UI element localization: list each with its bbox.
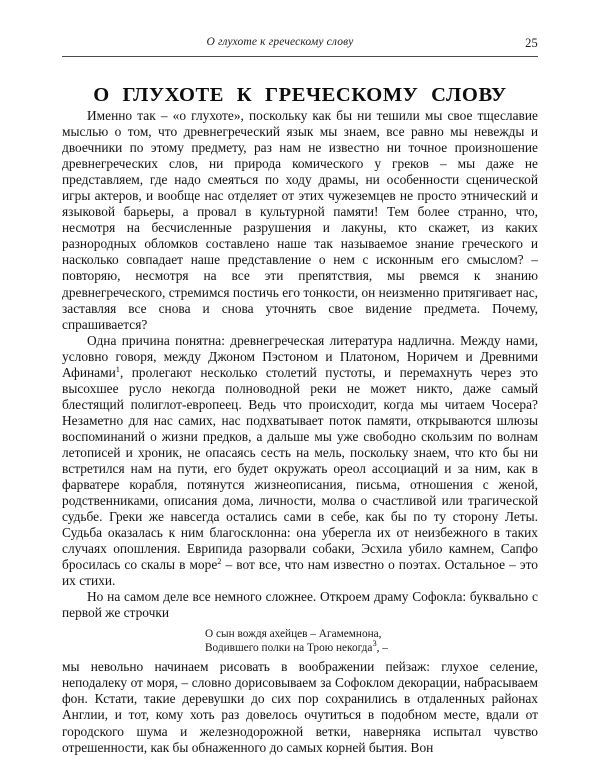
paragraph-2 xyxy=(62,333,538,590)
paragraph-3-text: Но на самом деле все немного сложнее. Откроем драму Софокла: буквально с первой же строчки xyxy=(62,589,538,621)
running-head-title: О глухоте к греческому слову xyxy=(206,36,354,48)
body-text xyxy=(62,108,538,756)
page-title: О ГЛУХОТЕ К ГРЕЧЕСКОМУ СЛОВУ xyxy=(93,83,507,106)
verse-line-2-text: Водившего полки на Трою некогда xyxy=(205,641,373,654)
paragraph-2-text-part-3: – вот все, что нам известно о поэтах. Остальное – это их стихи. xyxy=(62,557,538,589)
paragraph-3 xyxy=(62,589,538,621)
running-head xyxy=(62,36,538,56)
paragraph-1-text: Именно так – «о глухоте», поскольку как бы ни тешили мы свое тщеславие мыслью о том, что древнегреческий язык мы знаем, все равно мы невежды и двоечники по этому предмету, раз нам не известно ни точное произношение древнегреческих слов, ни природа комического у греков – мы даже не представляем, где надо смеяться по ходу драмы, ни особенности сценической игры актеров, и вообще нас отделяет от этих чужеземцев не просто этнический и языковой барьеры, а провал в культурной памяти! Тем более странно, что, несмотря на бесчисленные разрушения и лакуны, кто скажет, из каких разнородных обломков составлено наше так называемое знание греческого и насколько совпадает наше представление о нем с исконным его смыслом? – повторяю, несмотря на все эти препятствия, мы рвемся к знанию древнегреческого, стремимся постичь его тонкости, он неизменно притягивает нас, заставляя все снова и снова уточнять свое видение предмета. Почему, спрашивается? xyxy=(62,108,538,332)
paragraph-4-text: мы невольно начинаем рисовать в воображении пейзаж: глухое селение, неподалеку от моря, – словно дорисовываем за Софоклом декорации, набрасываем фон. Кстати, такие деревушки до сих пор сохранились в отдаленных районах Англии, и тот, кому хоть раз довелось очутиться в подобном месте, вдали от городского шума и железнодорожной ветки, наверняка испытал чувство отрешенности, как бы обнаженного до самых корней бытия. Вон xyxy=(62,659,538,755)
verse-line-1: О сын вождя ахейцев – Агамемнона, xyxy=(205,627,382,640)
header-rule xyxy=(62,56,538,57)
paragraph-1 xyxy=(62,108,538,333)
page-number: 25 xyxy=(525,36,538,50)
paragraph-4 xyxy=(62,659,538,755)
verse-line-2 xyxy=(205,638,538,655)
verse-line-2-tail: , – xyxy=(376,641,388,654)
footnote-marker-1[interactable]: 1 xyxy=(115,364,120,374)
paragraph-2-text-part-1: Одна причина понятна: древнегреческая литература надлична. Между нами, условно говоря, между Джоном Пэстоном и Платоном, Норичем и Древними Афинами xyxy=(62,332,538,380)
paragraph-2-text-part-2: , пролегают несколько столетий пустоты, и перемахнуть через это высохшее русло некогда полноводной реки не может никто, даже самый блестящий полиглот-европеец. Ведь что происходит, когда мы читаем Чосера? Незаметно для нас самих, нас подхватывает поток памяти, открываются шлюзы воспоминаний о жизни предков, а дальше мы уже свободно скользим по волнам летописей и хроник, не опасаясь сесть на мель, поскольку знаем, что кто бы ни встретился нам на пути, его будет окружать ореол ассоциаций и за ним, как в фарватере корабля, потянутся жизнеописания, письма, отношения с женой, родственниками, описания дома, личности, молва о счастливой или трагической судьбе. Греки же навсегда остались сами в себе, как бы по ту сторону Леты. Судьба оказалась к ним благосклонна: она уберегла их от неизбежного в таких случаях опошления. Еврипида разорвали собаки, Эсхила убило камнем, Сапфо бросилась со скалы в море xyxy=(62,364,538,573)
footnote-marker-3[interactable]: 3 xyxy=(372,638,377,648)
footnote-marker-2[interactable]: 2 xyxy=(217,557,222,567)
verse-quotation xyxy=(62,627,538,656)
